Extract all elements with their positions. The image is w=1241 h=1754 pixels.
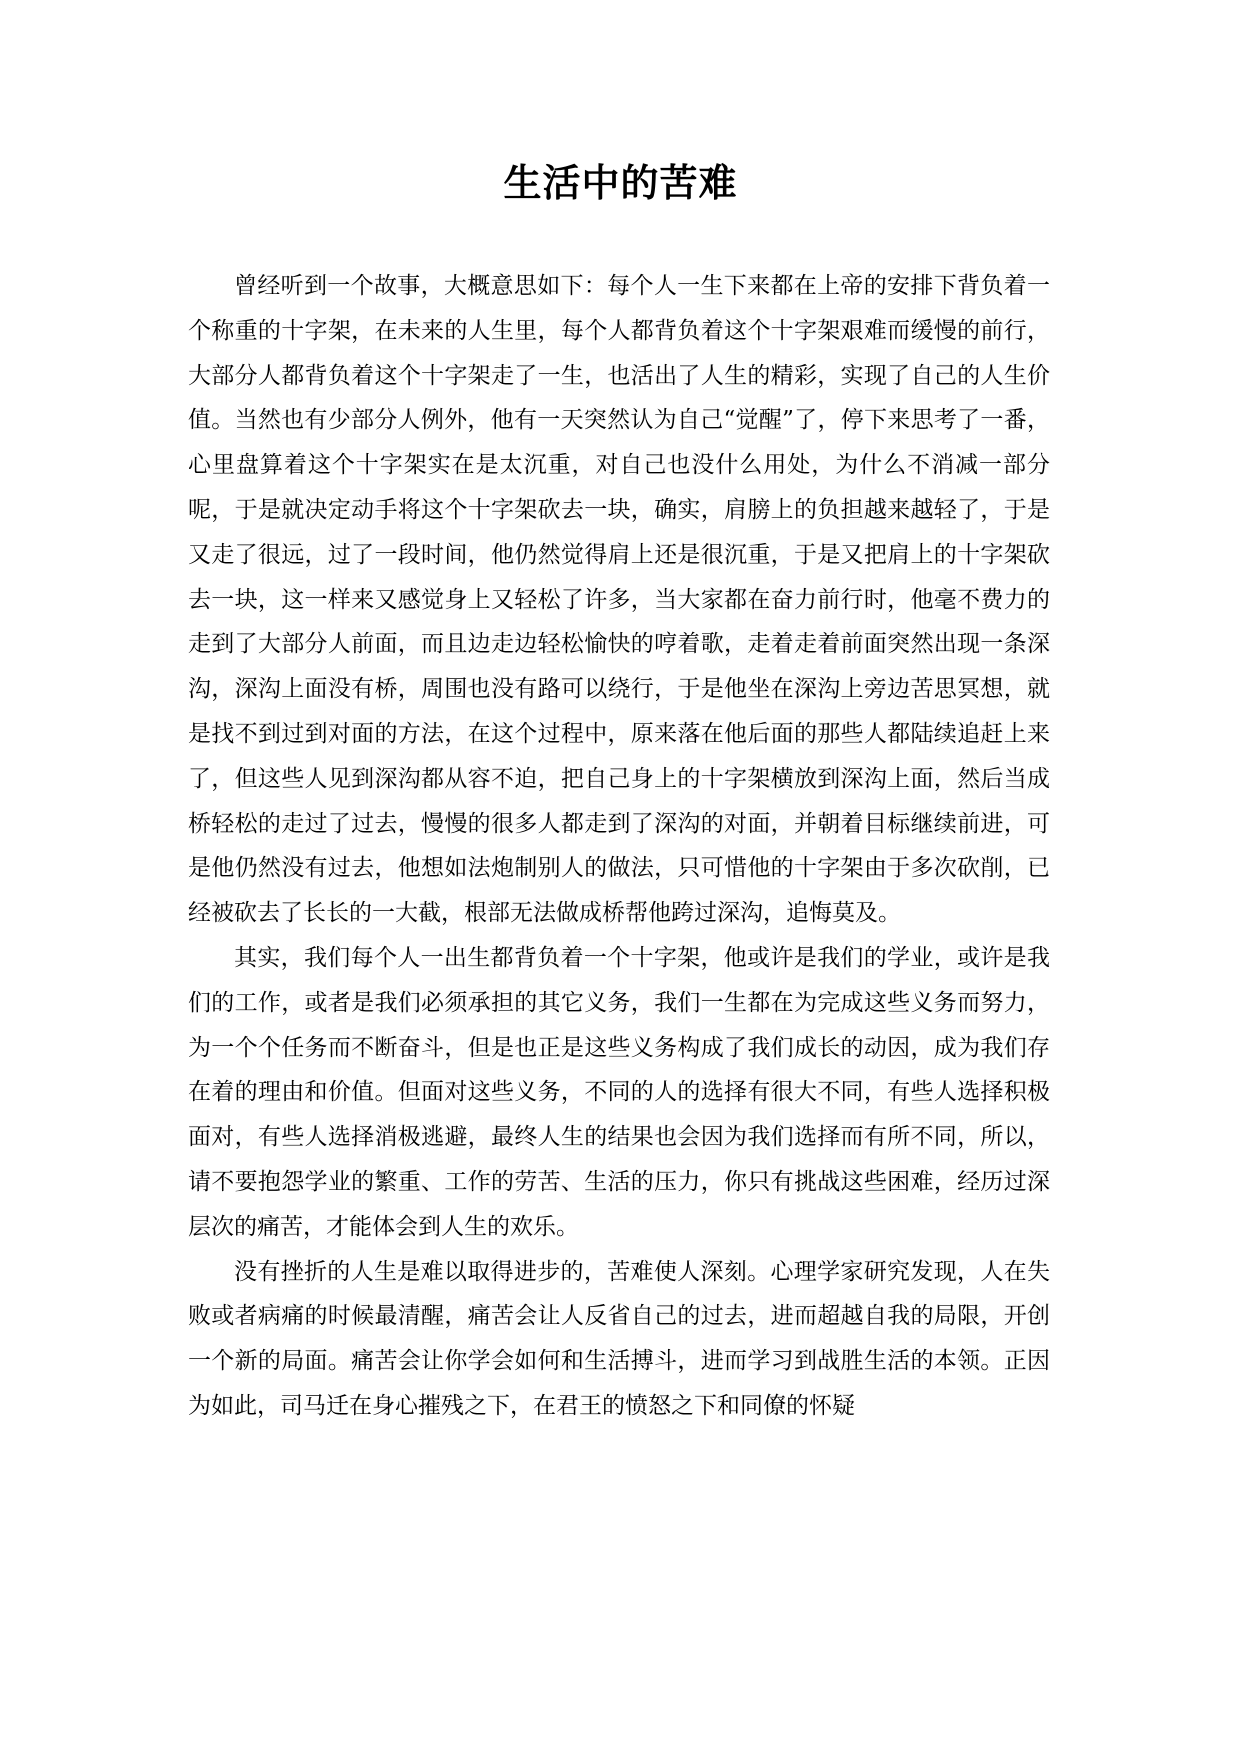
paragraph-2: 其实，我们每个人一出生都背负着一个十字架，他或许是我们的学业，或许是我们的工作，或者是我们必须承担的其它义务，我们一生都在为完成这些义务而努力，为一个个任务而不断奋斗，但是也正是这些义务构成了我们成长的动因，成为我们存在着的理由和价值。但面对这些义务，不同的人的选择有很大不同，有些人选择积极面对，有些人选择消极逃避，最终人生的结果也会因为我们选择而有所不同，所以，请不要抱怨学业的繁重、工作的劳苦、生活的压力，你只有挑战这些困难，经历过深层次的痛苦，才能体会到人生的欢乐。 [188,944,1050,1240]
paragraph-3: 没有挫折的人生是难以取得进步的，苦难使人深刻。心理学家研究发现，人在失败或者病痛的时候最清醒，痛苦会让人反省自己的过去，进而超越自我的局限，开创一个新的局面。痛苦会让你学会如何和生活搏斗，进而学习到战胜生活的本领。正因为如此，司马迁在身心摧残之下，在君王的愤怒之下和同僚的怀疑 [188,1258,1050,1419]
document-title: 生活中的苦难 [503,160,738,205]
document-body [188,264,1050,1429]
paragraph-1: 曾经听到一个故事，大概意思如下：每个人一生下来都在上帝的安排下背负着一个称重的十字架，在未来的人生里，每个人都背负着这个十字架艰难而缓慢的前行，大部分人都背负着这个十字架走了一生，也活出了人生的精彩，实现了自己的人生价值。当然也有少部分人例外，他有一天突然认为自己“觉醒”了，停下来思考了一番，心里盘算着这个十字架实在是太沉重，对自己也没什么用处，为什么不消减一部分呢，于是就决定动手将这个十字架砍去一块，确实，肩膀上的负担越来越轻了，于是又走了很远，过了一段时间，他仍然觉得肩上还是很沉重，于是又把肩上的十字架砍去一块，这一样来又感觉身上又轻松了许多，当大家都在奋力前行时，他毫不费力的走到了大部分人前面，而且边走边轻松愉快的哼着歌，走着走着前面突然出现一条深沟，深沟上面没有桥，周围也没有路可以绕行，于是他坐在深沟上旁边苦思冥想，就是找不到过到对面的方法，在这个过程中，原来落在他后面的那些人都陆续追赶上来了，但这些人见到深沟都从容不迫，把自己身上的十字架横放到深沟上面，然后当成桥轻松的走过了过去，慢慢的很多人都走到了深沟的对面，并朝着目标继续前进，可是他仍然没有过去，他想如法炮制别人的做法，只可惜他的十字架由于多次砍削，已经被砍去了长长的一大截，根部无法做成桥帮他跨过深沟，追悔莫及。 [188,273,1050,927]
